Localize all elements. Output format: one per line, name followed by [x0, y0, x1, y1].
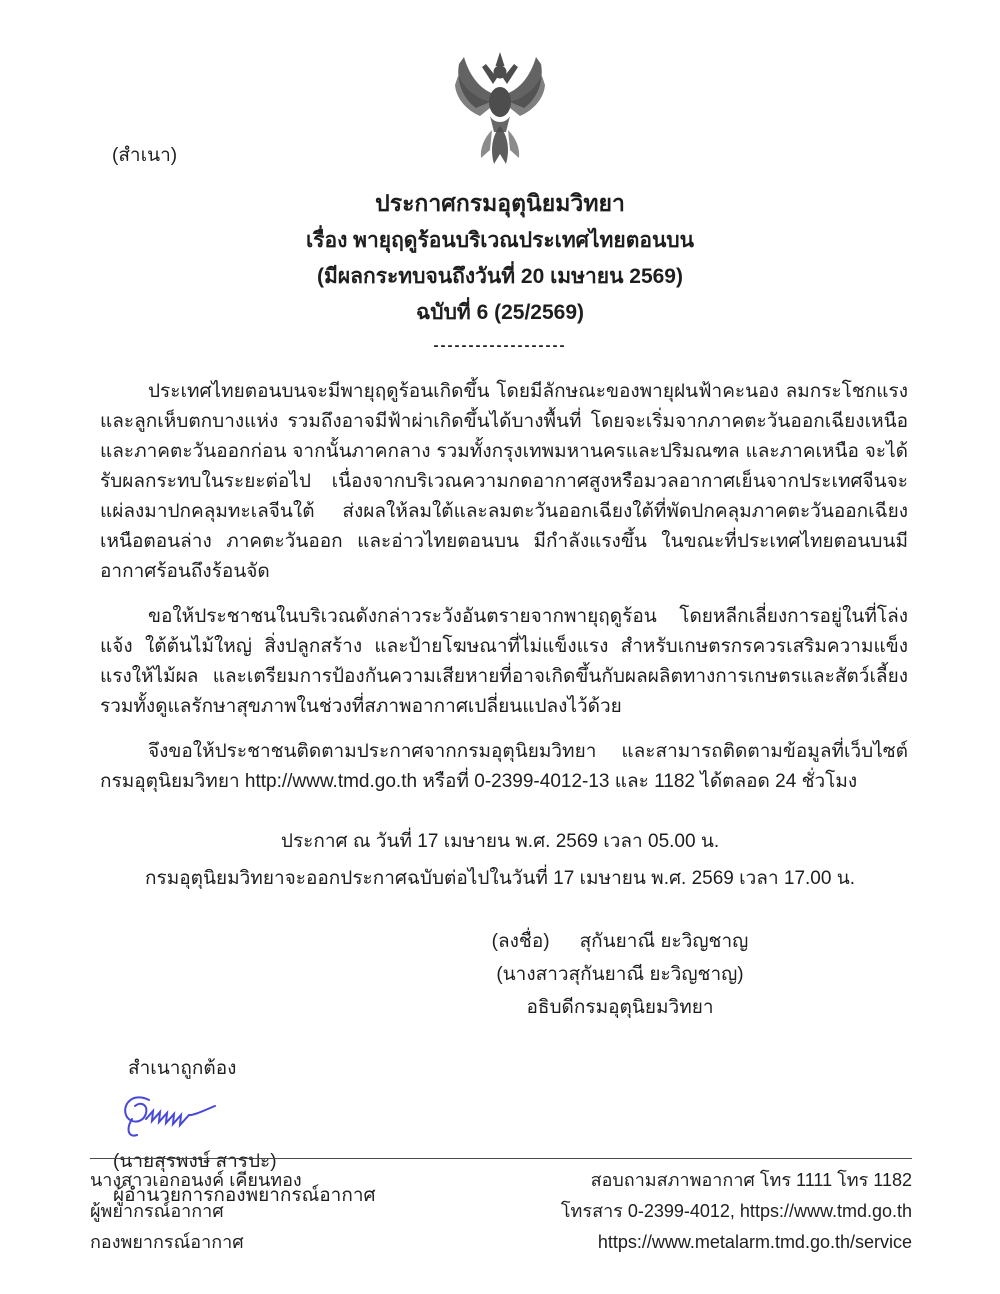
document-title: ประกาศกรมอุตุนิยมวิทยา — [375, 190, 625, 216]
dashed-separator: ------------------- — [433, 337, 567, 354]
issue-number: ฉบับที่ 6 (25/2569) — [415, 301, 585, 324]
body-paragraph-2: ขอให้ประชาชนในบริเวณดังกล่าวระวังอันตรายจากพายุฤดูร้อน โดยหลีกเลี่ยงการอยู่ในที่โล่งแจ้ง ใต้ต้นไม้ใหญ่ สิ่งปลูกสร้าง และป้ายโฆษณาที่ไม่แข็งแรง สำหรับเกษตรกรควรเสริมความแข็งแรงให้ไม้ผล และเตรียมการป้องกันความเสียหายที่อาจเกิดขึ้นกับผลผลิตทางการเกษตรและสัตว์เลี้ยง รวมทั้งดูแลรักษาสุขภาพในช่วงที่สภาพอากาศเปลี่ยนแปลงไว้ด้วย — [100, 606, 908, 717]
body-paragraph-1: ประเทศไทยตอนบนจะมีพายุฤดูร้อนเกิดขึ้น โดยมีลักษณะของพายุฝนฟ้าคะนอง ลมกระโชกแรง และลูกเห็บตกบางแห่ง รวมถึงอาจมีฟ้าผ่าเกิดขึ้นได้บางพื้นที่ โดยจะเริ่มจากภาคตะวันออกเฉียงเหนือและภาคตะวันออกก่อน จากนั้นภาคกลาง รวมทั้งกรุงเทพมหานครและปริมณฑล และภาคเหนือ จะได้รับผลกระทบในระยะต่อไป เนื่องจากบริเวณความกดอากาศสูงหรือมวลอากาศเย็นจากประเทศจีนจะแผ่ลงมาปกคลุมทะเลจีนใต้ ส่งผลให้ลมใต้และลมตะวันออกเฉียงใต้ที่พัดปกคลุมภาคตะวันออกเฉียงเหนือตอนล่าง ภาคตะวันออก และอ่าวไทยตอนบน มีกำลังแรงขึ้น ในขณะที่ประเทศไทยตอนบนมีอากาศร้อนถึงร้อนจัด — [100, 381, 908, 582]
certify-signature-icon — [117, 1086, 1000, 1144]
footer-alert-service-url: https://www.metalarm.tmd.go.th/service — [597, 1232, 912, 1252]
issued-block — [0, 823, 1000, 897]
title-block — [0, 183, 1000, 361]
footer-author-name: นางสาวเอกอนงค์ เคียนทอง — [90, 1170, 302, 1190]
signer-name-parenthesized: (นางสาวสุกันยาณี ยะวิญชาญ) — [496, 964, 744, 985]
footer-left-column — [90, 1165, 302, 1258]
signed-line — [420, 925, 820, 958]
footer-divider — [90, 1158, 912, 1159]
issued-date-line: ประกาศ ณ วันที่ 17 เมษายน พ.ศ. 2569 เวลา 05.00 น. — [280, 831, 720, 852]
next-issue-line: กรมอุตุนิยมวิทยาจะออกประกาศฉบับต่อไปในวันที่ 17 เมษายน พ.ศ. 2569 เวลา 17.00 น. — [145, 868, 855, 889]
footer-contact-phone: สอบถามสภาพอากาศ โทร 1111 โทร 1182 — [590, 1170, 912, 1190]
footer-author-position: ผู้พยากรณ์อากาศ — [90, 1201, 224, 1221]
footer-right-column — [561, 1165, 912, 1258]
signer-position: อธิบดีกรมอุตุนิยมวิทยา — [526, 997, 714, 1018]
copy-label: (สำเนา) — [112, 145, 178, 166]
footer-columns — [90, 1165, 912, 1258]
footer — [0, 1158, 1000, 1258]
certified-copy-label: สำเนาถูกต้อง — [128, 1058, 237, 1079]
effective-period: (มีผลกระทบจนถึงวันที่ 20 เมษายน 2569) — [317, 265, 683, 288]
garuda-emblem-icon — [446, 50, 554, 177]
body-paragraph-3: จึงขอให้ประชาชนติดตามประกาศจากกรมอุตุนิยมวิทยา และสามารถติดตามข้อมูลที่เว็บไซต์กรมอุตุนิยมวิทยา http://www.tmd.go.th หรือที่ 0-2399-4012-13 และ 1182 ได้ตลอด 24 ชั่วโมง — [100, 741, 908, 792]
signed-label: (ลงชื่อ) — [491, 931, 550, 952]
certifier-position: ผู้อำนวยการกองพยากรณ์อากาศ — [113, 1185, 376, 1206]
signature-block — [420, 925, 820, 1024]
body-text — [100, 377, 908, 797]
footer-contact-fax-website: โทรสาร 0-2399-4012, https://www.tmd.go.th — [560, 1201, 912, 1221]
footer-author-division: กองพยากรณ์อากาศ — [90, 1232, 244, 1252]
signer-name: สุกันยาณี ยะวิญชาญ — [579, 931, 749, 952]
document-subject: เรื่อง พายุฤดูร้อนบริเวณประเทศไทยตอนบน — [306, 229, 694, 252]
certifier-name: (นายสุรพงษ์ สารปะ) — [113, 1151, 277, 1172]
